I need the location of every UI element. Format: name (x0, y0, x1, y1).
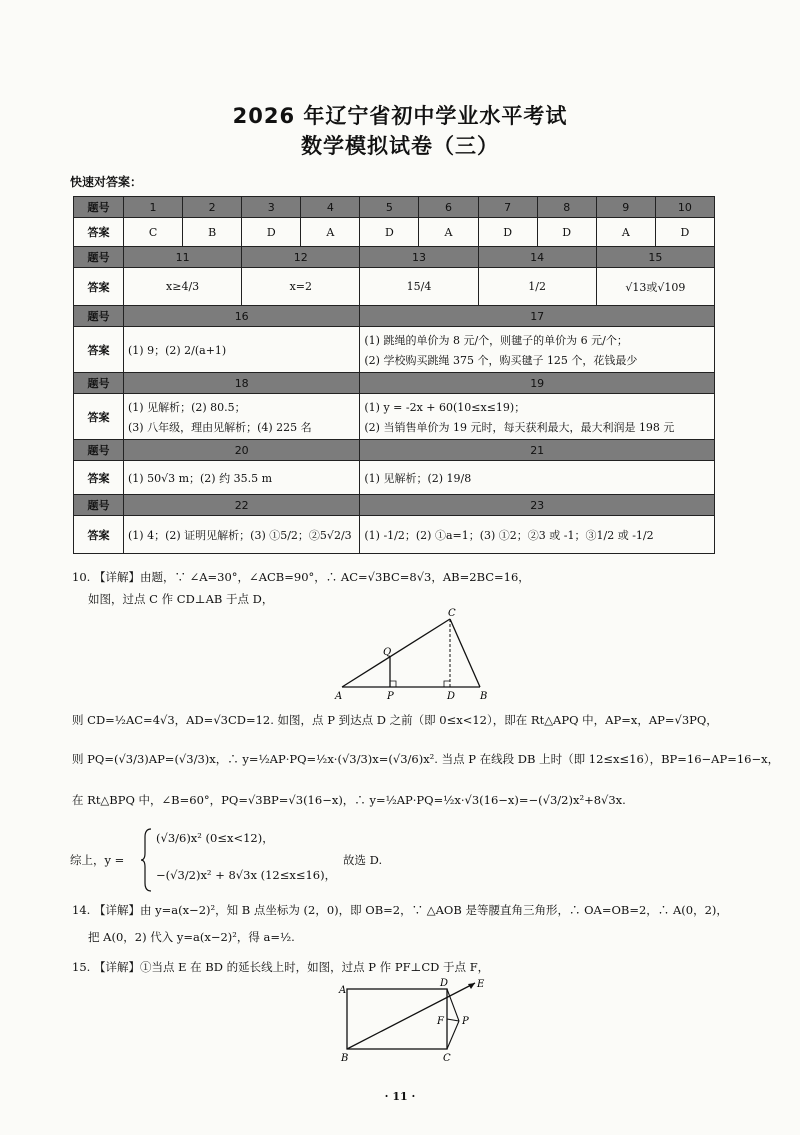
answer-cell: D (478, 218, 537, 247)
q14-line2: 把 A(0，2) 代入 y=a(x−2)²，得 a=½. (88, 930, 295, 944)
qnum: 20 (124, 440, 360, 461)
qnum: 16 (124, 306, 360, 327)
qnum: 19 (360, 373, 715, 394)
q14-line1: 14. 【详解】由 y=a(x−2)²，知 B 点坐标为 (2，0)，即 OB=2，∵ △AOB 是等腰直角三角形，∴ OA=OB=2，∴ A(0，2)， (72, 903, 728, 917)
question-label: 题号 (74, 247, 124, 268)
label-b: B (341, 1053, 349, 1064)
answer-line: (1) 见解析；(2) 80.5； (128, 400, 246, 414)
qnum: 10 (655, 197, 714, 218)
q10-line1: 10. 【详解】由题，∵ ∠A=30°，∠ACB=90°，∴ AC=√3BC=8√3，AB=2BC=16， (72, 570, 530, 584)
qnum: 21 (360, 440, 715, 461)
qnum: 7 (478, 197, 537, 218)
answer-cell: x≥4/3 (124, 268, 242, 306)
answer-cell: D (537, 218, 596, 247)
answer-cell: C (124, 218, 183, 247)
qnum: 3 (242, 197, 301, 218)
answer-cell: A (419, 218, 478, 247)
table-row (74, 218, 715, 247)
qnum: 13 (360, 247, 478, 268)
q10-summary-label: 综上，y = (70, 853, 125, 867)
triangle-figure (330, 605, 500, 705)
answer-line: (1) 跳绳的单价为 8 元/个，则毽子的单价为 6 元/个； (364, 333, 628, 347)
answer-cell: D (655, 218, 714, 247)
label-a: A (335, 691, 343, 702)
qnum: 15 (596, 247, 714, 268)
answer-cell (124, 394, 360, 440)
answer-cell: (1) 9；(2) 2/(a+1) (124, 327, 360, 373)
qnum: 6 (419, 197, 478, 218)
table-row (74, 440, 715, 461)
answer-cell: (1) 50√3 m；(2) 约 35.5 m (124, 461, 360, 495)
table-row (74, 516, 715, 554)
quick-answer-label: 快速对答案： (70, 175, 143, 189)
qnum: 12 (242, 247, 360, 268)
qnum: 8 (537, 197, 596, 218)
label-f: F (437, 1016, 444, 1027)
answer-cell: 15/4 (360, 268, 478, 306)
q10-line4: 则 PQ=(√3/3)AP=(√3/3)x，∴ y=½AP·PQ=½x·(√3/3)x=(√3/6)x². 当点 P 在线段 DB 上时（即 12≤x≤16），BP=16−AP=16−x， (72, 752, 780, 766)
qnum: 11 (124, 247, 242, 268)
qnum: 2 (183, 197, 242, 218)
answer-cell: D (360, 218, 419, 247)
qnum: 17 (360, 306, 715, 327)
question-label: 题号 (74, 373, 124, 394)
label-a: A (339, 985, 347, 996)
page-number: · 11 · (384, 1090, 416, 1103)
answer-line: (1) y = -2x + 60(10≤x≤19)； (364, 400, 526, 414)
answer-cell: (1) 4；(2) 证明见解析；(3) ①5/2；②5√2/3 (124, 516, 360, 554)
qnum: 14 (478, 247, 596, 268)
label-c: C (448, 608, 456, 619)
table-row (74, 394, 715, 440)
table-row (74, 373, 715, 394)
question-label: 题号 (74, 440, 124, 461)
rectangle-figure (335, 975, 495, 1067)
answer-cell: x=2 (242, 268, 360, 306)
answer-table (73, 196, 715, 554)
q10-case2: −(√3/2)x² + 8√3x (12≤x≤16)， (156, 868, 337, 882)
answer-cell: A (301, 218, 360, 247)
q10-line5: 在 Rt△BPQ 中，∠B=60°，PQ=√3BP=√3(16−x)，∴ y=½AP·PQ=½x·√3(16−x)=−(√3/2)x²+8√3x. (72, 793, 626, 807)
brace-icon (141, 827, 153, 893)
table-row (74, 268, 715, 306)
answer-cell: A (596, 218, 655, 247)
qnum: 5 (360, 197, 419, 218)
label-p: P (387, 691, 394, 702)
table-row (74, 306, 715, 327)
table-row (74, 461, 715, 495)
answer-cell (360, 394, 715, 440)
label-q: Q (383, 647, 392, 658)
question-label: 题号 (74, 495, 124, 516)
table-row (74, 197, 715, 218)
answer-cell: D (242, 218, 301, 247)
label-b: B (480, 691, 488, 702)
qnum: 1 (124, 197, 183, 218)
qnum: 22 (124, 495, 360, 516)
exam-subtitle: 数学模拟试卷（三） (301, 134, 499, 158)
q15-line1: 15. 【详解】①当点 E 在 BD 的延长线上时，如图，过点 P 作 PF⊥CD 于点 F， (72, 960, 490, 974)
answer-line: (3) 八年级，理由见解析；(4) 225 名 (128, 420, 312, 434)
question-label: 题号 (74, 197, 124, 218)
answer-label: 答案 (74, 394, 124, 440)
answer-cell: 1/2 (478, 268, 596, 306)
answer-label: 答案 (74, 268, 124, 306)
label-c: C (443, 1053, 451, 1064)
table-row (74, 327, 715, 373)
answer-label: 答案 (74, 218, 124, 247)
answer-line: (2) 学校购买跳绳 375 个，购买毽子 125 个，花钱最少 (364, 353, 638, 367)
answer-label: 答案 (74, 327, 124, 373)
q10-case1: (√3/6)x² (0≤x<12)， (156, 831, 274, 845)
table-row (74, 495, 715, 516)
answer-label: 答案 (74, 461, 124, 495)
q10-choice: 故选 D. (343, 853, 383, 867)
answer-cell: (1) -1/2；(2) ①a=1；(3) ①2；②3 或 -1；③1/2 或 -1/2 (360, 516, 715, 554)
question-label: 题号 (74, 306, 124, 327)
label-d: D (440, 978, 449, 989)
answer-cell: √13或√109 (596, 268, 714, 306)
label-p: P (462, 1016, 469, 1027)
label-d: D (447, 691, 456, 702)
answer-cell: B (183, 218, 242, 247)
label-e: E (477, 979, 485, 990)
qnum: 9 (596, 197, 655, 218)
qnum: 23 (360, 495, 715, 516)
answer-label: 答案 (74, 516, 124, 554)
table-row (74, 247, 715, 268)
answer-cell: (1) 见解析；(2) 19/8 (360, 461, 715, 495)
qnum: 18 (124, 373, 360, 394)
answer-cell (360, 327, 715, 373)
answer-line: (2) 当销售单价为 19 元时，每天获利最大，最大利润是 198 元 (364, 420, 675, 434)
q10-line3: 则 CD=½AC=4√3，AD=√3CD=12. 如图，点 P 到达点 D 之前（即 0≤x<12），即在 Rt△APQ 中，AP=x，AP=√3PQ， (72, 713, 718, 727)
exam-title: 2026 年辽宁省初中学业水平考试 (232, 104, 568, 128)
qnum: 4 (301, 197, 360, 218)
q10-line2: 如图，过点 C 作 CD⊥AB 于点 D， (88, 592, 274, 606)
